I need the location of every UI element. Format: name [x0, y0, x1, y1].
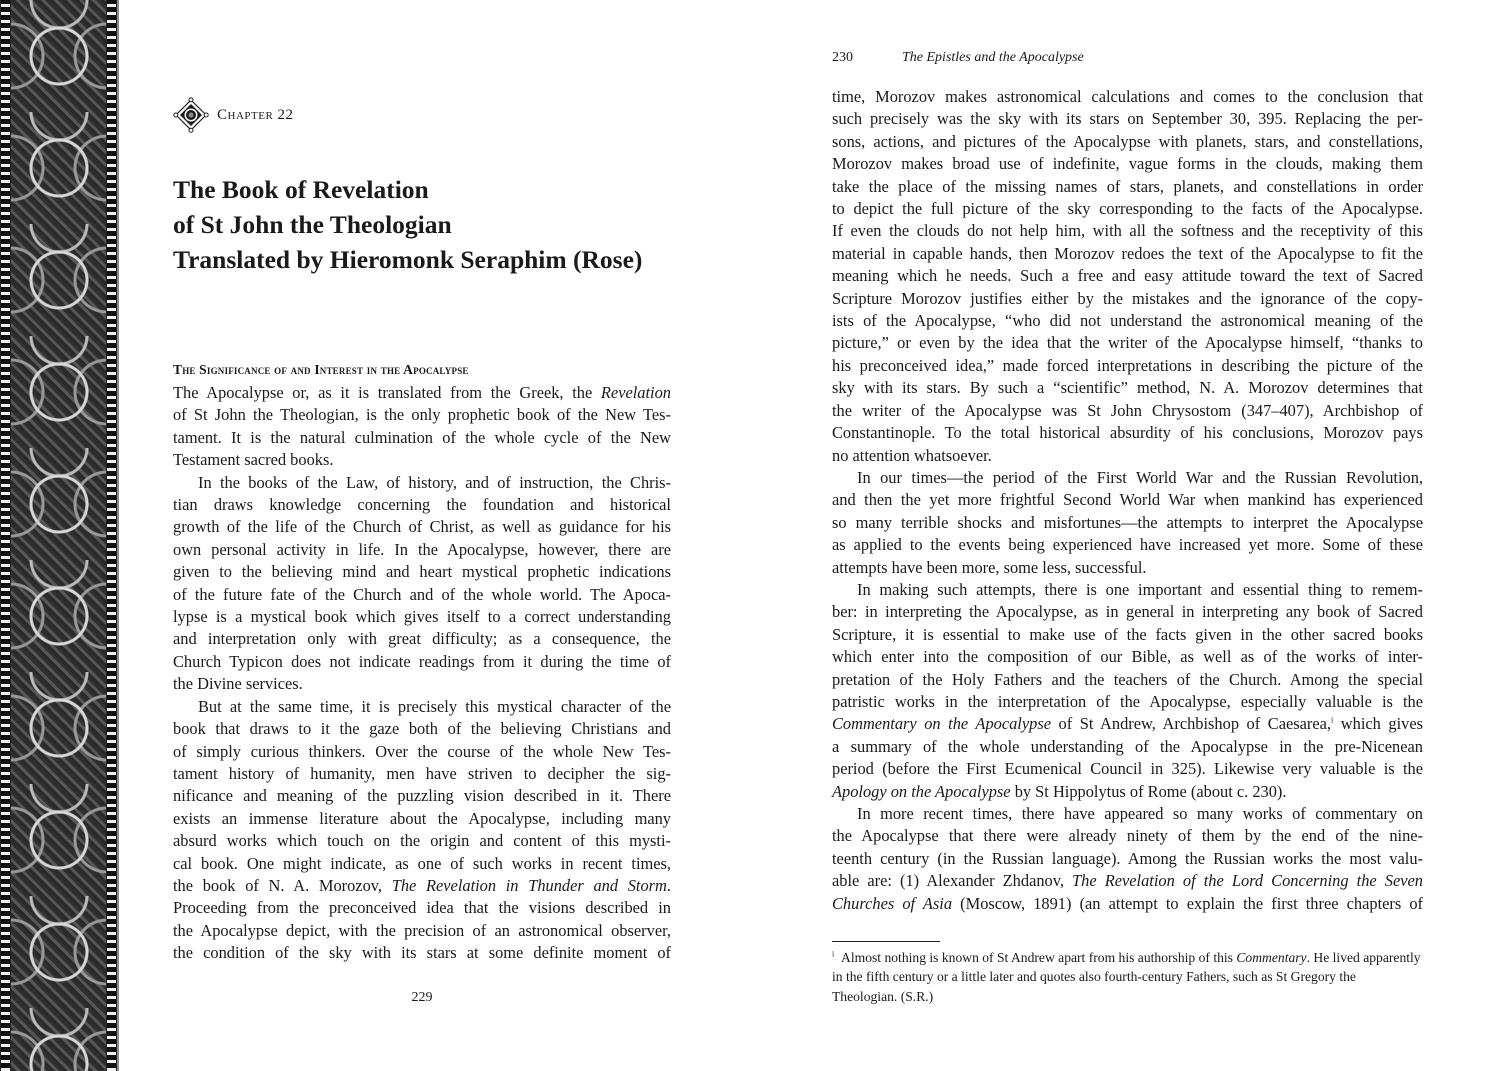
- running-title: The Epistles and the Apocalypse: [902, 50, 1084, 65]
- text-line: sky with its stars. By such a “scientific” method, N. A. Morozov determines that: [832, 378, 1423, 398]
- text-line: Apology on the Apocalypse by St Hippolytus of Rome (about c. 230).: [832, 781, 1287, 801]
- text-line: no attention whatsoever.: [832, 445, 992, 465]
- text-line: the Apocalypse depict, with the precision of an astronomical observer,: [173, 920, 671, 940]
- text-line: of simply curious thinkers. Over the course of the whole New Tes-: [173, 741, 671, 761]
- text-line: pretation of the Holy Fathers and the teachers of the Church. Among the special: [832, 669, 1423, 689]
- text-line: absurd works which touch on the origin and content of this mysti-: [173, 831, 671, 851]
- text-line: of the future fate of the Church and of the whole world. The Apoca-: [173, 584, 671, 604]
- text-line: able are: (1) Alexander Zhdanov, The Revelation of the Lord Concerning the Seven: [832, 871, 1423, 891]
- text-line: teenth century (in the Russian language). Among the Russian works the most valu-: [832, 848, 1423, 868]
- text-line: ber: in interpreting the Apocalypse, as in general in interpreting any book of Sacred: [832, 602, 1423, 622]
- text-line: nificance and meaning of the puzzling vision described in it. There: [173, 786, 671, 806]
- text-line: Constantinople. To the total historical absurdity of his conclusions, Morozov pays: [832, 423, 1423, 443]
- text-line: cal book. One might indicate, as one of such works in recent times,: [173, 853, 671, 873]
- text-line: If even the clouds do not help him, with all the softness and the receptivity of this: [832, 221, 1423, 241]
- page-number: 230: [832, 50, 853, 65]
- text-line: period (before the First Ecumenical Council in 325). Likewise very valuable is the: [832, 759, 1423, 779]
- footnote: $^i$ Almost nothing is known of St Andrew apart from his authorship of this Commentary. He lived apparently in the fifth century or a little later and quotes also fourth-century Fathers, such as St Gregory the Theologian. (S.R.): [832, 949, 1421, 1004]
- text-line: a summary of the whole understanding of the Apocalypse in the pre-Nicenean: [832, 736, 1423, 756]
- title-line: The Book of Revelation: [173, 175, 429, 204]
- text-line: book that draws to it the gaze both of the believing Christians and: [173, 719, 671, 739]
- chapter-title: [173, 172, 733, 277]
- text-line: In making such attempts, there is one important and essential thing to remem-: [857, 579, 1423, 599]
- text-line: of St John the Theologian, is the only prophetic book of the New Tes-: [173, 405, 671, 425]
- right-page: [740, 0, 1500, 1071]
- footnote-reference[interactable]: i: [1331, 715, 1334, 725]
- text-line: In our times—the period of the First World War and the Russian Revolution,: [857, 467, 1423, 487]
- chapter-number: Chapter 22: [217, 106, 294, 123]
- text-line: the condition of the sky with its stars at some definite moment of: [173, 943, 671, 963]
- border-chain-right: [106, 0, 117, 1071]
- text-line: patristic works in the interpretation of the Apocalypse, especially valuable is the: [832, 691, 1423, 711]
- text-line: ists of the Apocalypse, “who did not understand the astronomical meaning of the: [832, 311, 1423, 331]
- text-line: Scripture Morozov justifies either by the mistakes and the ignorance of the copy-: [832, 288, 1423, 308]
- text-line: attempts have been more, some less, successful.: [832, 557, 1147, 577]
- text-line: which enter into the composition of our Bible, as well as of the works of inter-: [832, 647, 1423, 667]
- text-line: the book of N. A. Morozov, The Revelation in Thunder and Storm.: [173, 875, 671, 895]
- left-body-text: [173, 382, 671, 965]
- text-line: his preconceived idea,” made forced interpretations in describing the picture of the: [832, 355, 1423, 375]
- right-body-text: [832, 86, 1423, 915]
- section-heading: The Significance of and Interest in the Apocalypse: [173, 362, 469, 377]
- text-line: the writer of the Apocalypse was St John Chrysostom (347–407), Archbishop of: [832, 400, 1423, 420]
- text-line: tian draws knowledge concerning the foundation and historical: [173, 495, 671, 515]
- text-line: tament history of humanity, men have striven to decipher the sig-: [173, 763, 671, 783]
- footnote-divider: [832, 941, 940, 942]
- text-line: But at the same time, it is precisely this mystical character of the: [198, 696, 671, 716]
- text-line: Proceeding from the preconceived idea that the visions described in: [173, 898, 671, 918]
- page-number: 229: [411, 990, 433, 1005]
- ornamental-border-icon: [0, 0, 118, 1071]
- text-line: Testament sacred books.: [173, 450, 334, 470]
- text-line: the Apocalypse that there were already ninety of them by the end of the nine-: [832, 826, 1423, 846]
- text-line: time, Morozov makes astronomical calculations and comes to the conclusion that: [832, 87, 1423, 106]
- text-line: to depict the full picture of the sky corresponding to the facts of the Apocalypse.: [832, 199, 1423, 219]
- text-line: Morozov makes broad use of indefinite, vague forms in the clouds, making them: [832, 154, 1423, 174]
- text-line: Commentary on the Apocalypse of St Andrew, Archbishop of Caesarea,$^i$ which gives: [832, 714, 1424, 734]
- text-line: In more recent times, there have appeared so many works of commentary on: [857, 804, 1423, 823]
- text-line: lypse is a mystical book which gives itself to a correct understanding: [173, 607, 671, 627]
- text-line: tament. It is the natural culmination of the whole cycle of the New: [173, 427, 671, 447]
- chapter-label: [173, 100, 294, 130]
- left-page: [119, 0, 739, 1071]
- text-line: meaning which he needs. Such a free and easy attitude toward the text of Sacred: [832, 266, 1423, 286]
- text-line: given to the believing mind and heart mystical prophetic indications: [173, 562, 671, 582]
- text-line: In the books of the Law, of history, and of instruction, the Chris-: [198, 472, 671, 492]
- text-line: the Divine services.: [173, 674, 303, 694]
- border-chain-left: [0, 0, 11, 1071]
- diamond-ornament-icon: [173, 97, 209, 133]
- text-line: own personal activity in life. In the Apocalypse, however, there are: [173, 539, 671, 559]
- title-line: of St John the Theologian: [173, 210, 452, 239]
- text-line: Church Typicon does not indicate readings from it during the time of: [173, 651, 671, 671]
- text-line: so many terrible shocks and misfortunes—the attempts to interpret the Apocalypse: [832, 512, 1423, 532]
- text-line: and interpretation only with great difficulty; as a consequence, the: [173, 629, 671, 649]
- text-line: as applied to the events being experienced have increased yet more. Some of these: [832, 535, 1423, 555]
- text-line: take the place of the missing names of stars, planets, and constellations in order: [832, 176, 1423, 196]
- text-line: Churches of Asia (Moscow, 1891) (an attempt to explain the first three chapters of: [832, 893, 1423, 913]
- running-header: [832, 50, 1084, 66]
- footnote-marker: i: [832, 949, 835, 959]
- text-line: sons, actions, and pictures of the Apocalypse with planets, stars, and constellations,: [832, 131, 1423, 151]
- text-line: Scripture, it is essential to make use of the facts given in the other sacred books: [832, 624, 1423, 644]
- title-line: Translated by Hieromonk Seraphim (Rose): [173, 245, 643, 274]
- text-line: The Apocalypse or, as it is translated from the Greek, the Revelation: [173, 383, 671, 402]
- text-line: such precisely was the sky with its stars on September 30, 395. Replacing the per-: [832, 109, 1423, 129]
- text-line: growth of the life of the Church of Christ, as well as guidance for his: [173, 517, 671, 537]
- text-line: picture,” or even by the idea that the writer of the Apocalypse himself, “thanks to: [832, 333, 1423, 353]
- text-line: material in capable hands, then Morozov redoes the text of the Apocalypse to fit the: [832, 243, 1423, 263]
- text-line: and then the yet more frightful Second World War when mankind has experienced: [832, 490, 1423, 510]
- text-line: exists an immense literature about the Apocalypse, including many: [173, 808, 671, 828]
